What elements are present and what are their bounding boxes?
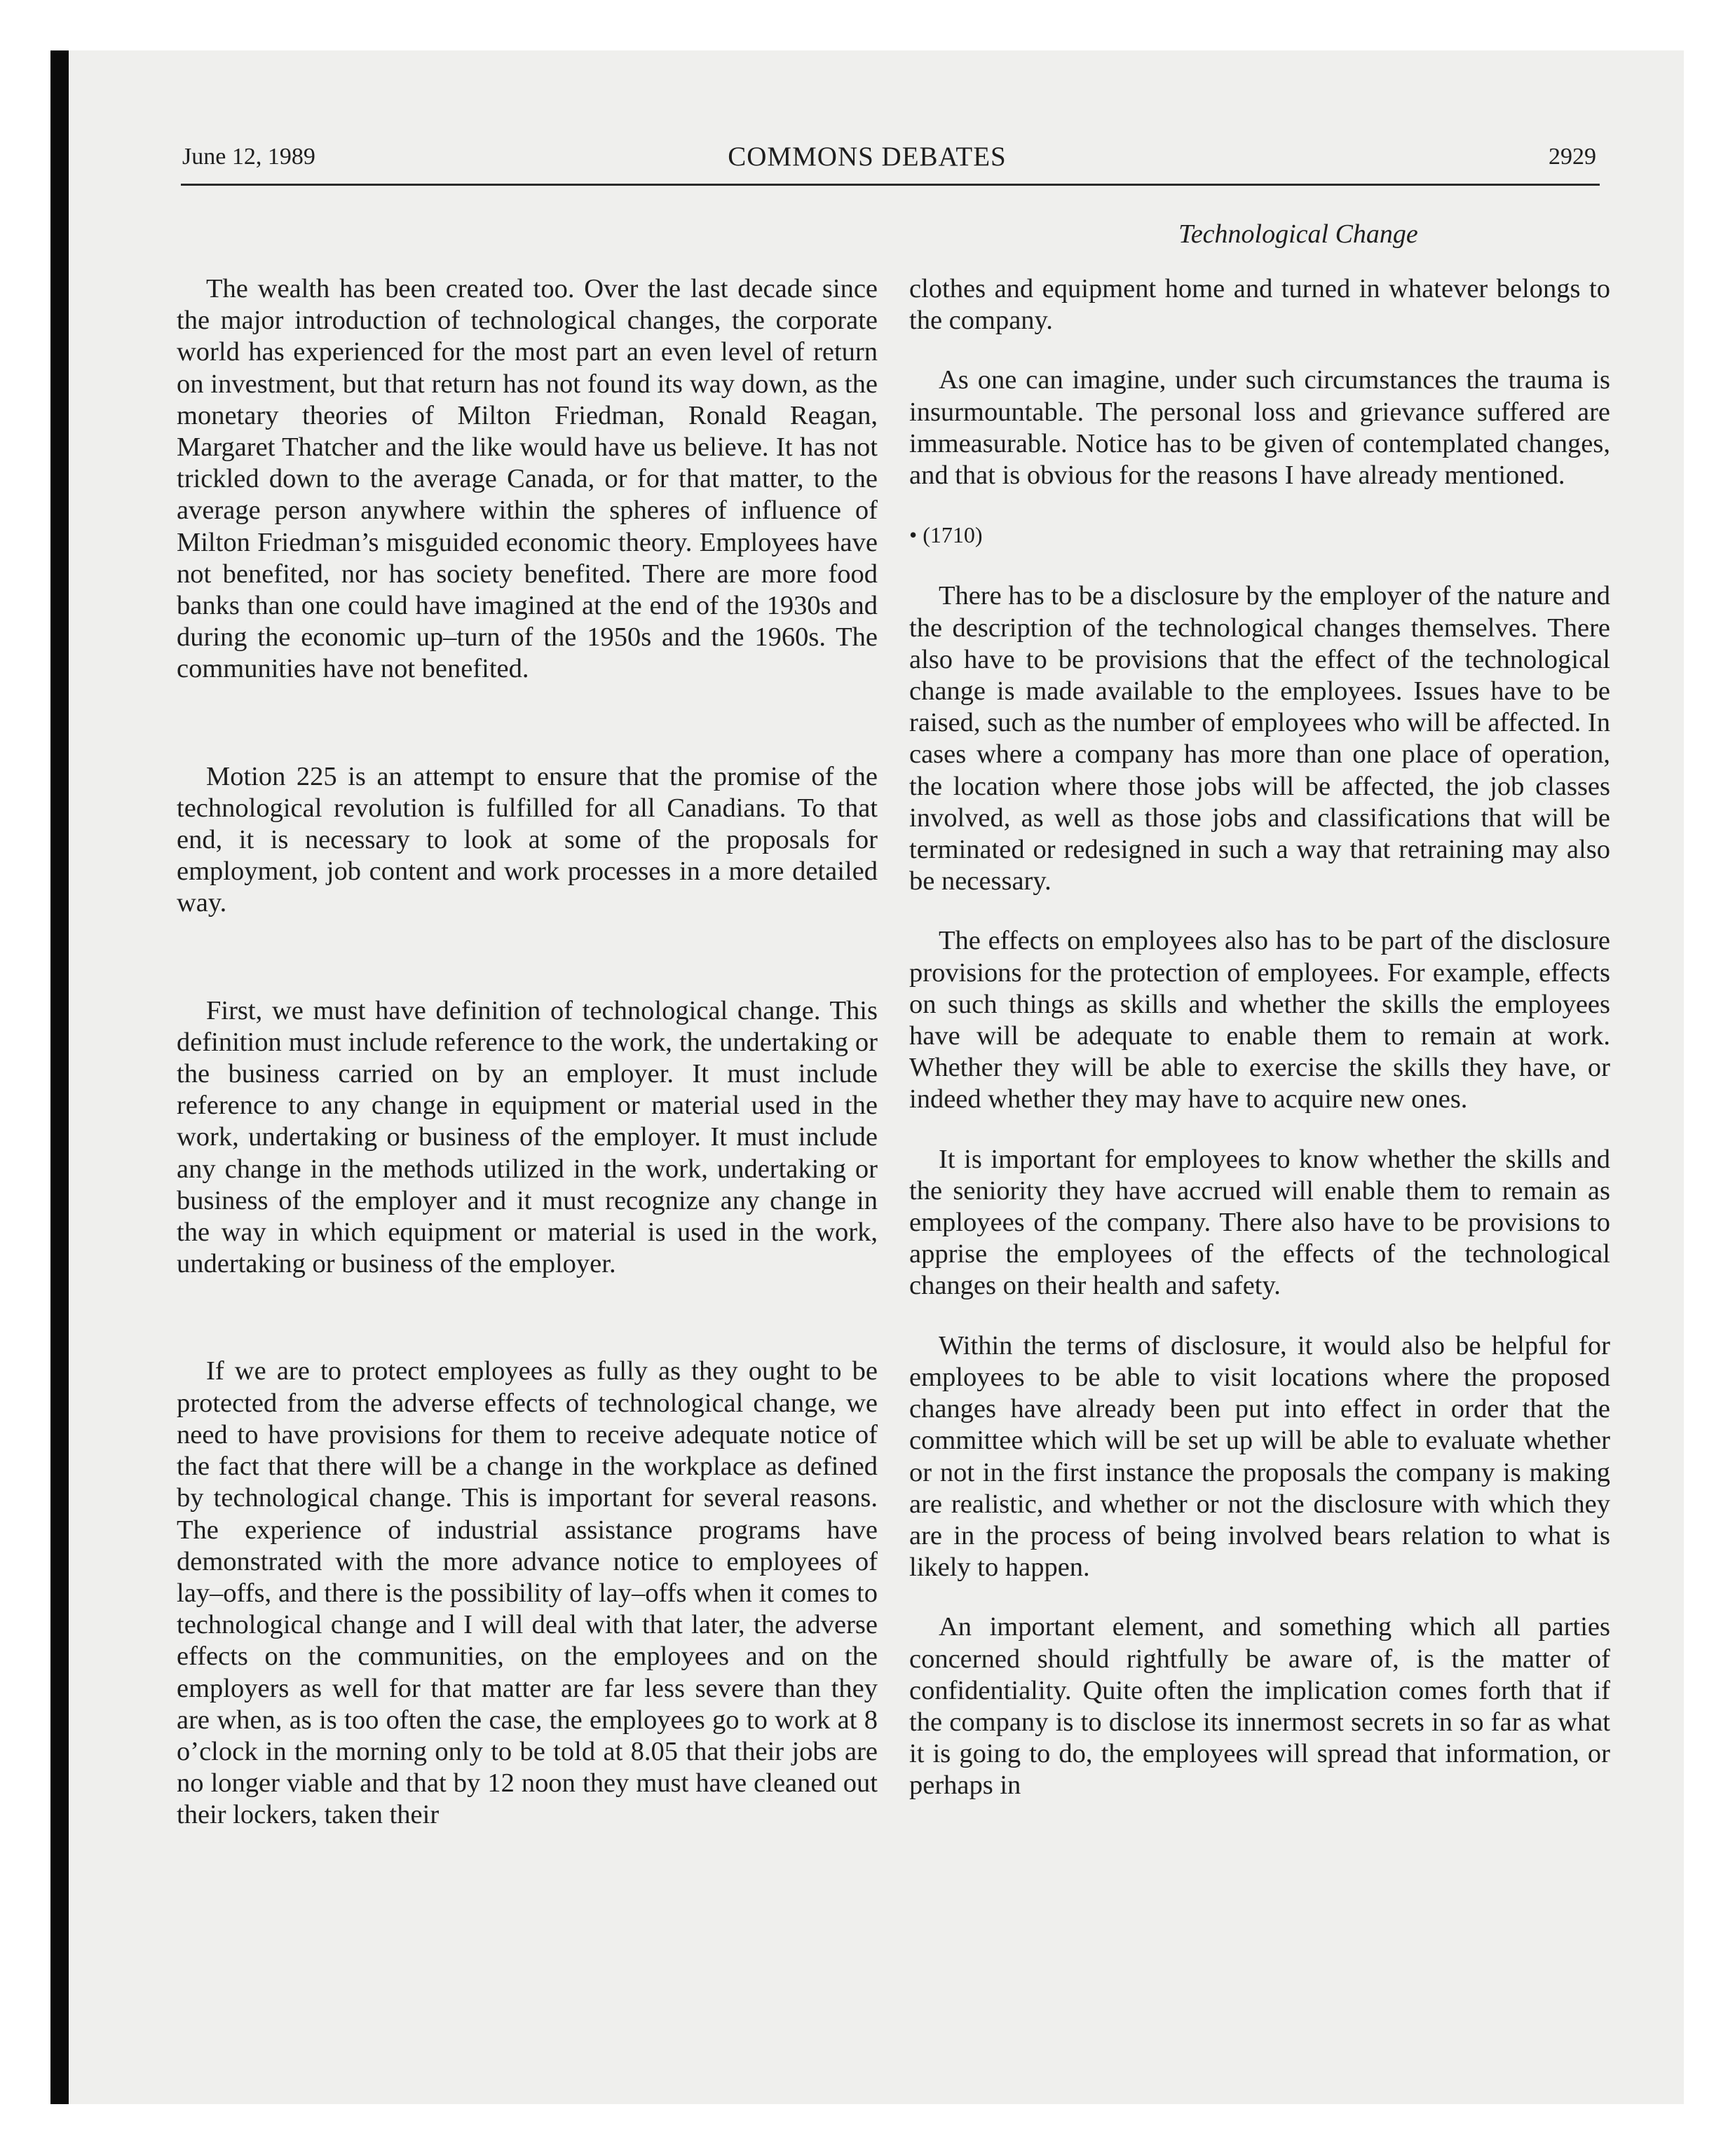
paragraph-motion-225: Motion 225 is an attempt to ensure that the promise of the technological revolution is fulfilled for all Canadians. To that end, it is necessary to look at some of the proposals for employment, job content and work processes in a more detailed way. xyxy=(177,761,878,918)
paragraph-continuation: clothes and equipment home and turned in whatever belongs to the company. xyxy=(909,274,1610,336)
section-title: Technological Change xyxy=(1178,219,1418,249)
paragraph-effects: The effects on employees also has to be part of the disclosure provisions for the protection of employees. For example, effects on such things as skills and whether the skills the employees have will be adequate to enable them to remain at work. Whether they will be able to exercise the skills they have, or indeed whether they may have to acquire new ones. xyxy=(909,926,1610,1114)
paragraph-definition: First, we must have definition of technological change. This definition must include reference to the work, the undertaking or the business carried on by an employer. It must include reference to any change in equipment or material used in the work, undertaking or business of the employer. It must include any change in the methods utilized in the work, undertaking or business of the employer and it must recognize any change in the way in which equipment or material is used in the work, undertaking or business of the employer. xyxy=(177,995,878,1279)
binding-edge xyxy=(50,50,69,2104)
header-date: June 12, 1989 xyxy=(182,144,315,170)
paragraph-site-visits: Within the terms of disclosure, it would also be helpful for employees to be able to visit locations where the proposed changes have already been put into effect in order that the committee which will be set up will be able to evaluate whether or not in the first instance the proposals the company is making are realistic, and whether or not the disclosure with which they are in the process of being involved bears relation to what is likely to happen. xyxy=(909,1330,1610,1583)
paragraph-confidentiality: An important element, and something which all parties concerned should rightfully be aware of, is the matter of confidentiality. Quite often the implication comes forth that if the company is to disclose its innermost secrets in so far as what it is going to do, the employees will spread that information, or perhaps in xyxy=(909,1612,1610,1801)
paragraph-disclosure: There has to be a disclosure by the employer of the nature and the description of the technological changes themselves. There also have to be provisions that the effect of the technological change is made available to the employees. Issues have to be raised, such as the number of employees who will be affected. In cases where a company has more than one place of operation, the location where those jobs will be affected, the job classes involved, as well as those jobs and classifications that will be terminated or redesigned in such a way that retraining may also be necessary. xyxy=(909,581,1610,896)
left-column xyxy=(177,273,878,1831)
paragraph-trauma: As one can imagine, under such circumstances the trauma is insurmountable. The personal loss and grievance suffered are immeasurable. Notice has to be given of contemplated changes, and that is obvious for the reasons I have already mentioned. xyxy=(909,365,1610,491)
right-column xyxy=(909,273,1610,1802)
header-title: COMMONS DEBATES xyxy=(728,142,1007,172)
document-page xyxy=(50,50,1684,2104)
header-rule xyxy=(181,184,1600,186)
paragraph-skills: It is important for employees to know whether the skills and the seniority they have accrued will enable them to remain as employees of the company. There also have to be provisions to apprise the employees of the effects of the technological changes on their health and safety. xyxy=(909,1144,1610,1301)
header-page-number: 2929 xyxy=(1549,144,1596,170)
paragraph-notice: If we are to protect employees as fully as they ought to be protected from the adverse effects of technological change, we need to have provisions for them to receive adequate notice of the fact that there will be a change in the workplace as defined by technological change. This is important for several reasons. The experience of industrial assistance programs have demonstrated with the more advance notice to employees of lay–offs, and there is the possibility of lay–offs when it comes to technological change and I will deal with that later, the adverse effects on the communities, on the employees and on the employers as well for that matter are far less severe than they are when, as is too often the case, the employees go to work at 8 o’clock in the morning only to be told at 8.05 that their jobs are no longer viable and that by 12 noon they must have cleaned out their lockers, taken their xyxy=(177,1356,878,1830)
paragraph-wealth: The wealth has been created too. Over the last decade since the major introduction of technological changes, the corporate world has experienced for the most part an even level of return on investment, but that return has not found its way down, as the monetary theories of Milton Friedman, Ronald Reagan, Margaret Thatcher and the like would have us believe. It has not trickled down to the average Canada, or for that matter, to the average person anywhere within the spheres of influence of Milton Friedman’s misguided economic theory. Employees have not benefited, nor has society benefited. There are more food banks than one could have imagined at the end of the 1930s and during the economic up–turn of the 1950s and the 1960s. The communities have not benefited. xyxy=(177,274,878,684)
time-marker: • (1710) xyxy=(909,522,983,548)
